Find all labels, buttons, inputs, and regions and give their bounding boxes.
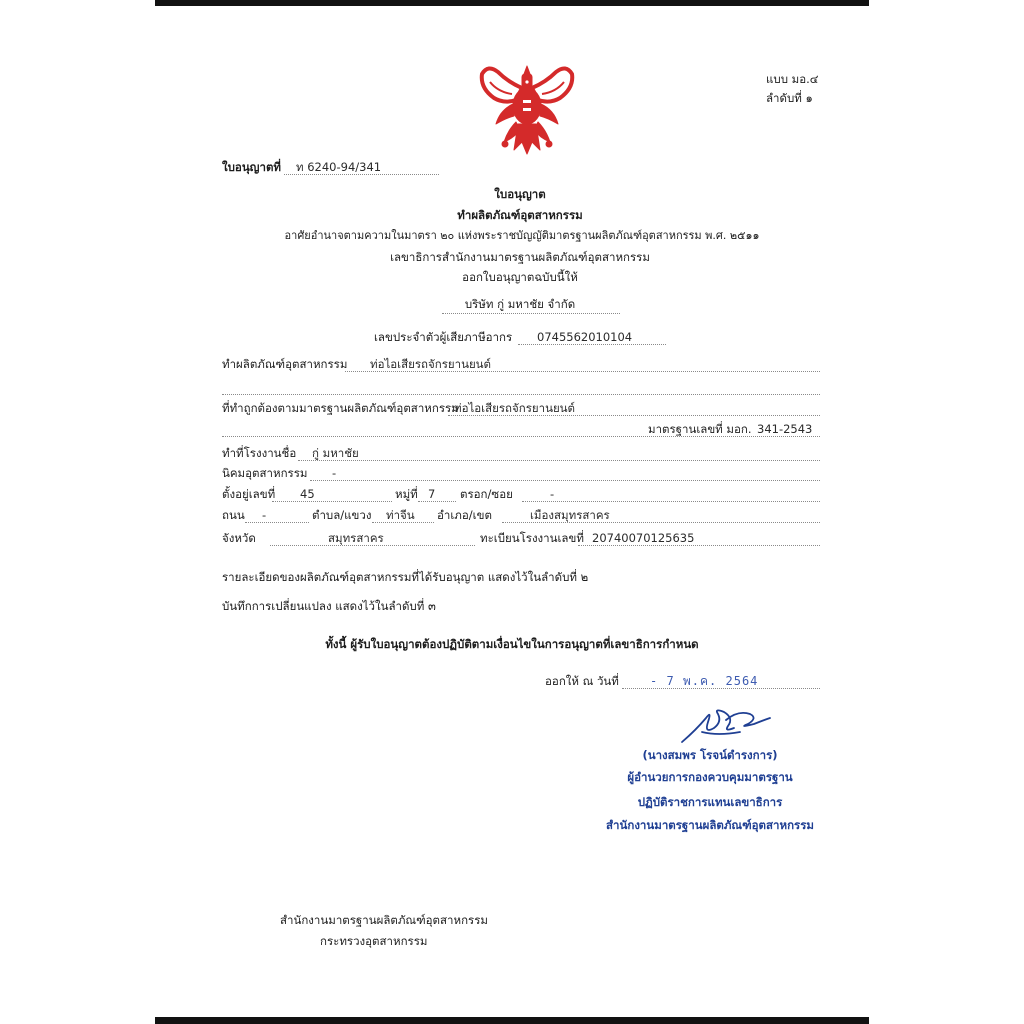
soi-value: - bbox=[550, 487, 555, 501]
district-label: อำเภอ/เขต bbox=[437, 508, 492, 522]
bottom-border-bar bbox=[155, 1017, 869, 1024]
product-line-2 bbox=[222, 394, 820, 395]
factory-label: ทำที่โรงงานชื่อ bbox=[222, 446, 297, 460]
tax-id-label: เลขประจำตัวผู้เสียภาษีอากร bbox=[374, 330, 513, 344]
license-subtitle: ทำผลิตภัณฑ์อุตสาหกรรม bbox=[457, 208, 583, 222]
issued-date-label: ออกให้ ณ วันที่ bbox=[545, 674, 619, 688]
product-value: ท่อไอเสียรถจักรยานยนต์ bbox=[370, 357, 492, 371]
form-code: แบบ มอ.๔ bbox=[766, 72, 819, 86]
road-value: - bbox=[262, 508, 267, 522]
signer-acting: ปฏิบัติราชการแทนเลขาธิการ bbox=[637, 795, 783, 809]
soi-line bbox=[522, 501, 820, 502]
subdistrict-value: ท่าจีน bbox=[386, 508, 415, 522]
signer-office: สำนักงานมาตรฐานผลิตภัณฑ์อุตสาหกรรม bbox=[606, 818, 814, 832]
province-line bbox=[270, 545, 475, 546]
road-line bbox=[245, 522, 309, 523]
footer-ministry: กระทรวงอุตสาหกรรม bbox=[320, 934, 428, 948]
factory-registration-line bbox=[578, 545, 820, 546]
standard-label: ที่ทำถูกต้องตามมาตรฐานผลิตภัณฑ์อุตสาหกรรม bbox=[222, 401, 459, 415]
standard-number-value: 341-2543 bbox=[757, 422, 813, 436]
license-number-value: ท 6240-94/341 bbox=[296, 160, 382, 174]
form-order: ลำดับที่ ๑ bbox=[766, 91, 813, 105]
footer-office: สำนักงานมาตรฐานผลิตภัณฑ์อุตสาหกรรม bbox=[280, 913, 488, 927]
address-label: ตั้งอยู่เลขที่ bbox=[222, 487, 276, 501]
issue-line: ออกใบอนุญาตฉบับนี้ให้ bbox=[462, 270, 578, 284]
license-number-line bbox=[284, 174, 439, 175]
subdistrict-label: ตำบล/แขวง bbox=[312, 508, 372, 522]
estate-label: นิคมอุตสาหกรรม bbox=[222, 466, 308, 480]
signature bbox=[678, 702, 774, 748]
district-value: เมืองสมุทรสาคร bbox=[530, 508, 610, 522]
estate-line bbox=[310, 480, 820, 481]
standard-number-label: มาตรฐานเลขที่ มอก. bbox=[648, 422, 752, 436]
detail-note: รายละเอียดของผลิตภัณฑ์อุตสาหกรรมที่ได้รับอนุญาต แสดงไว้ในลำดับที่ ๒ bbox=[222, 570, 589, 584]
moo-value: 7 bbox=[428, 487, 436, 501]
factory-registration-value: 20740070125635 bbox=[592, 531, 695, 545]
changes-note: บันทึกการเปลี่ยนแปลง แสดงไว้ในลำดับที่ ๓ bbox=[222, 599, 436, 613]
tax-id-value: 0745562010104 bbox=[537, 330, 633, 344]
product-line bbox=[345, 371, 820, 372]
secretary-line: เลขาธิการสำนักงานมาตรฐานผลิตภัณฑ์อุตสาหกรรม bbox=[390, 250, 650, 264]
road-label: ถนน bbox=[222, 508, 245, 522]
address-line bbox=[272, 501, 392, 502]
garuda-emblem bbox=[478, 58, 576, 158]
estate-value: - bbox=[332, 466, 337, 480]
issued-date-value: - 7 พ.ค. 2564 bbox=[650, 674, 759, 688]
address-value: 45 bbox=[300, 487, 315, 501]
condition-note: ทั้งนี้ ผู้รับใบอนุญาตต้องปฏิบัติตามเงื่อนไขในการอนุญาตที่เลขาธิการกำหนด bbox=[325, 637, 699, 651]
soi-label: ตรอก/ซอย bbox=[460, 487, 513, 501]
standard-value: ท่อไอเสียรถจักรยานยนต์ bbox=[454, 401, 576, 415]
moo-label: หมู่ที่ bbox=[395, 487, 418, 501]
factory-registration-label: ทะเบียนโรงงานเลขที่ bbox=[480, 531, 584, 545]
moo-line bbox=[418, 501, 456, 502]
product-label: ทำผลิตภัณฑ์อุตสาหกรรม bbox=[222, 357, 348, 371]
signer-position: ผู้อำนวยการกองควบคุมมาตรฐาน bbox=[627, 770, 793, 784]
company-line bbox=[442, 313, 620, 314]
tax-id-line bbox=[518, 344, 666, 345]
subdistrict-line bbox=[372, 522, 434, 523]
standard-number-line bbox=[222, 436, 820, 437]
authority-line: อาศัยอำนาจตามความในมาตรา ๒๐ แห่งพระราชบัญญัติมาตรฐานผลิตภัณฑ์อุตสาหกรรม พ.ศ. ๒๕๑๑ bbox=[284, 229, 760, 242]
district-line bbox=[502, 522, 820, 523]
license-number-label: ใบอนุญาตที่ bbox=[222, 160, 281, 174]
license-title: ใบอนุญาต bbox=[494, 187, 546, 201]
top-border-bar bbox=[155, 0, 869, 6]
issued-date-line bbox=[622, 688, 820, 689]
province-label: จังหวัด bbox=[222, 531, 256, 545]
signer-name: (นางสมพร โรจน์ดำรงการ) bbox=[642, 748, 778, 762]
province-value: สมุทรสาคร bbox=[328, 531, 384, 545]
company-name: บริษัท กู่ มหาชัย จำกัด bbox=[464, 297, 576, 311]
standard-line bbox=[448, 415, 820, 416]
factory-value: กู่ มหาชัย bbox=[312, 446, 359, 460]
factory-line bbox=[298, 460, 820, 461]
